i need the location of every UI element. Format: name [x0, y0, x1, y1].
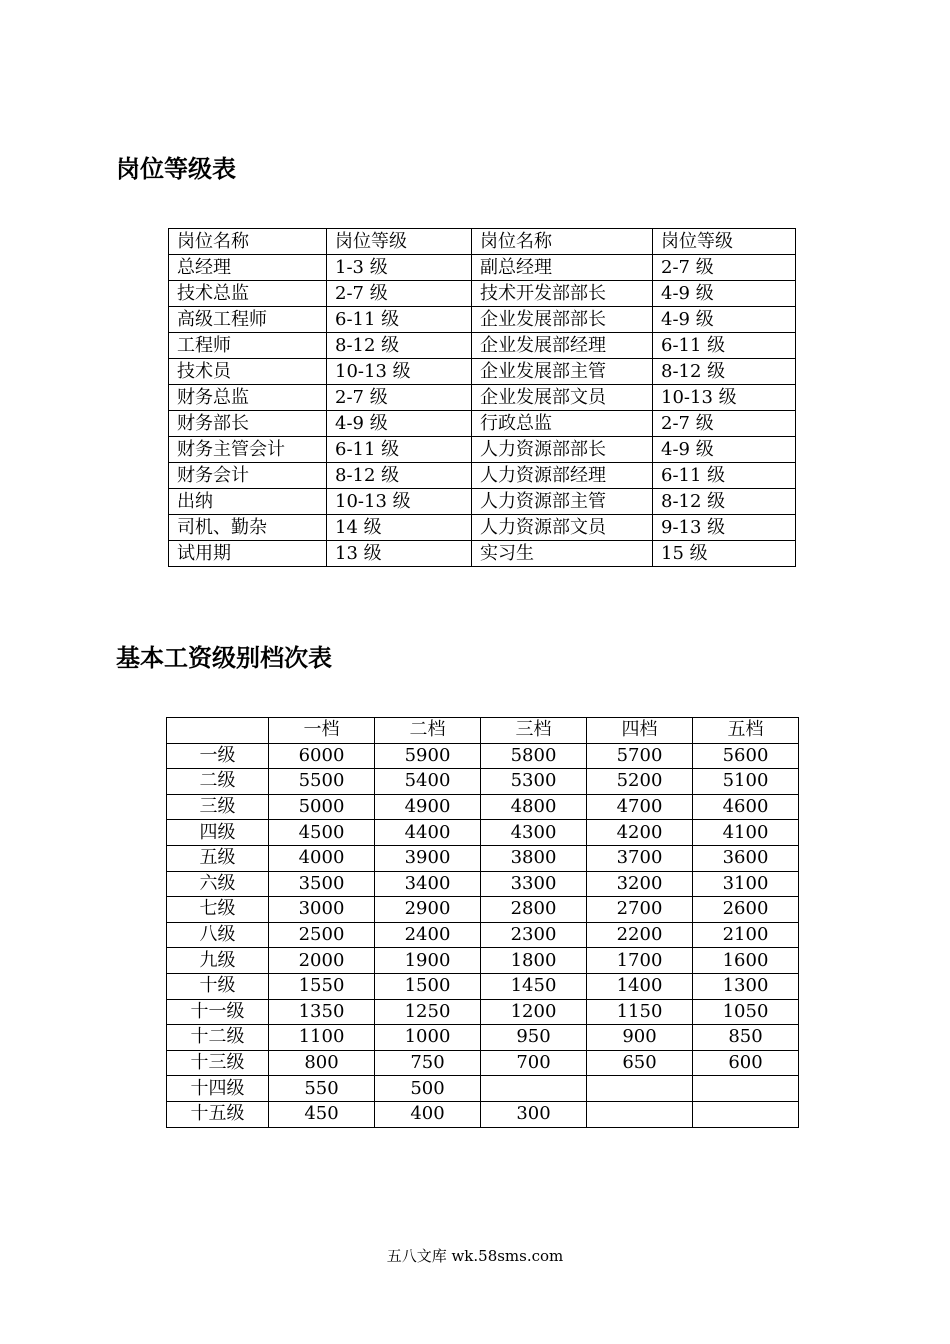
table-cell: 5000	[269, 794, 375, 820]
table-cell: 2900	[375, 897, 481, 923]
table-cell: 2-7 级	[653, 255, 796, 281]
grade-header-row	[169, 229, 796, 255]
grade-table-title: 岗位等级表	[116, 155, 236, 183]
table-cell: 2100	[693, 922, 799, 948]
header-cell: 一档	[269, 718, 375, 744]
header-cell: 三档	[481, 718, 587, 744]
table-cell: 1900	[375, 948, 481, 974]
header-cell: 四档	[587, 718, 693, 744]
table-cell: 5800	[481, 743, 587, 769]
table-row	[169, 307, 796, 333]
table-row	[167, 1076, 799, 1102]
table-cell: 企业发展部主管	[472, 359, 653, 385]
table-cell: 副总经理	[472, 255, 653, 281]
table-row	[167, 769, 799, 795]
table-cell: 1400	[587, 973, 693, 999]
table-cell: 900	[587, 1025, 693, 1051]
table-cell: 4500	[269, 820, 375, 846]
table-cell: 1250	[375, 999, 481, 1025]
table-row	[167, 948, 799, 974]
table-row	[169, 385, 796, 411]
salary-header-row	[167, 718, 799, 744]
table-cell	[587, 1076, 693, 1102]
table-cell	[693, 1101, 799, 1127]
table-cell: 5400	[375, 769, 481, 795]
table-cell: 技术开发部部长	[472, 281, 653, 307]
table-cell: 550	[269, 1076, 375, 1102]
table-cell: 2-7 级	[653, 411, 796, 437]
table-cell: 实习生	[472, 541, 653, 567]
table-cell: 财务会计	[169, 463, 327, 489]
table-cell: 500	[375, 1076, 481, 1102]
table-cell: 4-9 级	[653, 307, 796, 333]
table-cell: 4-9 级	[653, 437, 796, 463]
table-cell: 五级	[167, 845, 269, 871]
table-cell: 1000	[375, 1025, 481, 1051]
table-cell: 2000	[269, 948, 375, 974]
table-cell: 4-9 级	[653, 281, 796, 307]
table-cell: 十四级	[167, 1076, 269, 1102]
table-cell: 10-13 级	[327, 359, 472, 385]
table-cell: 2500	[269, 922, 375, 948]
table-cell: 司机、勤杂	[169, 515, 327, 541]
table-cell: 2700	[587, 897, 693, 923]
table-cell: 4000	[269, 845, 375, 871]
table-cell: 十五级	[167, 1101, 269, 1127]
table-cell: 13 级	[327, 541, 472, 567]
table-cell	[481, 1076, 587, 1102]
salary-table-title: 基本工资级别档次表	[116, 644, 332, 672]
table-row	[167, 845, 799, 871]
table-cell: 8-12 级	[653, 359, 796, 385]
table-cell: 4400	[375, 820, 481, 846]
table-row	[169, 281, 796, 307]
table-cell: 九级	[167, 948, 269, 974]
table-row	[169, 333, 796, 359]
table-cell: 一级	[167, 743, 269, 769]
table-cell: 10-13 级	[653, 385, 796, 411]
table-cell: 4800	[481, 794, 587, 820]
header-cell: 岗位等级	[653, 229, 796, 255]
table-cell: 七级	[167, 897, 269, 923]
table-cell: 六级	[167, 871, 269, 897]
table-cell: 5100	[693, 769, 799, 795]
table-cell: 十二级	[167, 1025, 269, 1051]
table-cell: 5700	[587, 743, 693, 769]
table-cell: 十级	[167, 973, 269, 999]
table-cell: 750	[375, 1050, 481, 1076]
table-cell: 6-11 级	[653, 463, 796, 489]
table-cell: 950	[481, 1025, 587, 1051]
table-cell: 出纳	[169, 489, 327, 515]
table-row	[167, 871, 799, 897]
table-cell: 2600	[693, 897, 799, 923]
table-cell: 3700	[587, 845, 693, 871]
table-cell: 5200	[587, 769, 693, 795]
table-row	[169, 255, 796, 281]
table-cell: 4600	[693, 794, 799, 820]
table-cell: 650	[587, 1050, 693, 1076]
table-cell: 1200	[481, 999, 587, 1025]
table-cell: 5600	[693, 743, 799, 769]
table-cell: 1150	[587, 999, 693, 1025]
table-row	[167, 1025, 799, 1051]
table-cell: 3900	[375, 845, 481, 871]
table-cell: 6000	[269, 743, 375, 769]
table-cell: 2800	[481, 897, 587, 923]
table-cell: 9-13 级	[653, 515, 796, 541]
table-row	[167, 922, 799, 948]
table-cell: 四级	[167, 820, 269, 846]
table-cell: 1600	[693, 948, 799, 974]
table-cell: 4-9 级	[327, 411, 472, 437]
table-cell: 企业发展部部长	[472, 307, 653, 333]
table-cell: 技术员	[169, 359, 327, 385]
table-row	[169, 515, 796, 541]
table-cell	[587, 1101, 693, 1127]
table-cell: 工程师	[169, 333, 327, 359]
table-cell: 财务主管会计	[169, 437, 327, 463]
table-cell: 1050	[693, 999, 799, 1025]
table-row	[167, 1050, 799, 1076]
table-cell: 3000	[269, 897, 375, 923]
table-cell: 4100	[693, 820, 799, 846]
table-cell: 5300	[481, 769, 587, 795]
table-cell: 1450	[481, 973, 587, 999]
table-cell: 8-12 级	[653, 489, 796, 515]
table-cell: 高级工程师	[169, 307, 327, 333]
table-row	[169, 489, 796, 515]
table-cell: 二级	[167, 769, 269, 795]
table-cell: 3800	[481, 845, 587, 871]
table-cell: 人力资源部文员	[472, 515, 653, 541]
table-row	[167, 973, 799, 999]
position-grade-table	[168, 228, 796, 567]
table-cell: 10-13 级	[327, 489, 472, 515]
table-cell: 4700	[587, 794, 693, 820]
table-cell: 十三级	[167, 1050, 269, 1076]
header-cell: 岗位名称	[472, 229, 653, 255]
table-cell: 1300	[693, 973, 799, 999]
table-cell: 2300	[481, 922, 587, 948]
table-cell: 8-12 级	[327, 463, 472, 489]
table-cell: 6-11 级	[327, 437, 472, 463]
table-cell: 技术总监	[169, 281, 327, 307]
table-cell: 财务总监	[169, 385, 327, 411]
table-cell: 1500	[375, 973, 481, 999]
table-cell: 6-11 级	[653, 333, 796, 359]
table-cell: 4300	[481, 820, 587, 846]
table-cell: 6-11 级	[327, 307, 472, 333]
table-cell: 8-12 级	[327, 333, 472, 359]
table-row	[167, 820, 799, 846]
table-cell: 2-7 级	[327, 385, 472, 411]
table-cell: 试用期	[169, 541, 327, 567]
table-cell: 总经理	[169, 255, 327, 281]
table-cell: 3600	[693, 845, 799, 871]
table-cell: 1700	[587, 948, 693, 974]
header-cell: 岗位名称	[169, 229, 327, 255]
table-cell: 八级	[167, 922, 269, 948]
header-cell	[167, 718, 269, 744]
table-row	[167, 1101, 799, 1127]
table-cell: 4900	[375, 794, 481, 820]
table-cell: 3500	[269, 871, 375, 897]
table-cell: 800	[269, 1050, 375, 1076]
table-row	[167, 897, 799, 923]
footer-watermark: 五八文库 wk.58sms.com	[386, 1247, 564, 1265]
header-cell: 岗位等级	[327, 229, 472, 255]
table-cell: 3200	[587, 871, 693, 897]
table-cell: 三级	[167, 794, 269, 820]
table-cell: 人力资源部主管	[472, 489, 653, 515]
table-row	[167, 794, 799, 820]
table-cell: 450	[269, 1101, 375, 1127]
table-cell: 1-3 级	[327, 255, 472, 281]
table-cell: 2200	[587, 922, 693, 948]
table-cell: 5500	[269, 769, 375, 795]
table-cell: 15 级	[653, 541, 796, 567]
table-cell: 十一级	[167, 999, 269, 1025]
table-row	[169, 359, 796, 385]
table-cell: 14 级	[327, 515, 472, 541]
table-cell: 2-7 级	[327, 281, 472, 307]
table-cell: 企业发展部文员	[472, 385, 653, 411]
table-cell: 1100	[269, 1025, 375, 1051]
table-cell: 3300	[481, 871, 587, 897]
table-cell: 财务部长	[169, 411, 327, 437]
table-cell: 600	[693, 1050, 799, 1076]
table-cell: 300	[481, 1101, 587, 1127]
table-row	[169, 541, 796, 567]
table-cell: 行政总监	[472, 411, 653, 437]
header-cell: 五档	[693, 718, 799, 744]
table-cell: 5900	[375, 743, 481, 769]
table-cell: 企业发展部经理	[472, 333, 653, 359]
table-row	[167, 999, 799, 1025]
table-cell: 人力资源部经理	[472, 463, 653, 489]
table-cell	[693, 1076, 799, 1102]
table-cell: 2400	[375, 922, 481, 948]
table-cell: 1800	[481, 948, 587, 974]
table-cell: 700	[481, 1050, 587, 1076]
table-cell: 4200	[587, 820, 693, 846]
table-cell: 3400	[375, 871, 481, 897]
table-cell: 3100	[693, 871, 799, 897]
table-cell: 1350	[269, 999, 375, 1025]
table-cell: 1550	[269, 973, 375, 999]
table-row	[169, 411, 796, 437]
table-row	[169, 437, 796, 463]
table-cell: 850	[693, 1025, 799, 1051]
header-cell: 二档	[375, 718, 481, 744]
table-cell: 人力资源部部长	[472, 437, 653, 463]
table-cell: 400	[375, 1101, 481, 1127]
salary-level-table	[166, 717, 799, 1128]
table-row	[169, 463, 796, 489]
table-row	[167, 743, 799, 769]
